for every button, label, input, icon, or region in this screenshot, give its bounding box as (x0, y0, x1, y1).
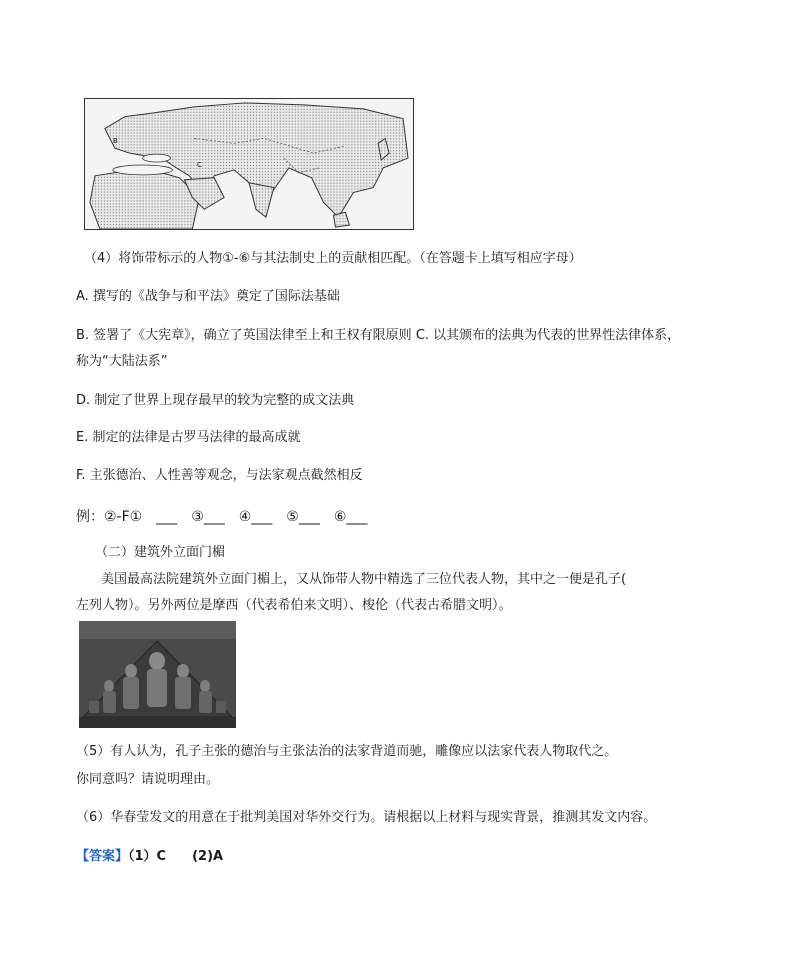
section2-heading: （二）建筑外立面门楣 (95, 545, 226, 560)
q4-prompt: （4）将饰带标示的人物①-⑥与其法制史上的贡献相匹配。（在答题卡上填写相应字母） (84, 251, 582, 266)
q4-example: 例：②-F① ___ ③___ ④___ ⑤___ ⑥___ (76, 509, 368, 525)
section2-paragraph-line1: 美国最高法院建筑外立面门楣上，又从饰带人物中精选了三位代表人物，其中之一便是孔子( (101, 572, 627, 587)
asia-map-figure (84, 98, 414, 230)
answer-text: （1）C (2)A (128, 849, 224, 864)
q4-option-b-c: B. 签署了《大宪章》，确立了英国法律至上和王权有限原则 C. 以其颁布的法典为代表的世界性法律体系， (76, 328, 681, 343)
q4-option-c-cont: 称为“大陆法系” (76, 354, 168, 369)
q4-option-e: E. 制定的法律是古罗马法律的最高成就 (76, 430, 301, 445)
map-label-c: C (197, 161, 202, 169)
q5-line1: （5）有人认为，孔子主张的德治与主张法治的法家背道而驰，雕像应以法家代表人物取代之。 (76, 744, 618, 759)
map-label-b: B (113, 137, 118, 145)
map-drawing (85, 99, 413, 229)
supreme-court-frieze-photo (79, 621, 236, 728)
answer-line (76, 845, 223, 864)
q5-line2: 你同意吗？请说明理由。 (76, 772, 220, 787)
section2-paragraph-line2: 左列人物）。另外两位是摩西（代表希伯来文明）、梭伦（代表古希腊文明）。 (76, 598, 512, 613)
q4-option-f: F. 主张德治、人性善等观念，与法家观点截然相反 (76, 468, 363, 483)
q6-text: （6）华春莹发文的用意在于批判美国对华外交行为。请根据以上材料与现实背景，推测其发文内容。 (76, 810, 657, 825)
frieze-drawing (79, 621, 236, 728)
q4-option-d: D. 制定了世界上现存最早的较为完整的成文法典 (76, 393, 355, 408)
q4-option-a: A. 撰写的《战争与和平法》奠定了国际法基础 (76, 289, 340, 304)
answer-tag: 【答案】 (76, 849, 129, 864)
